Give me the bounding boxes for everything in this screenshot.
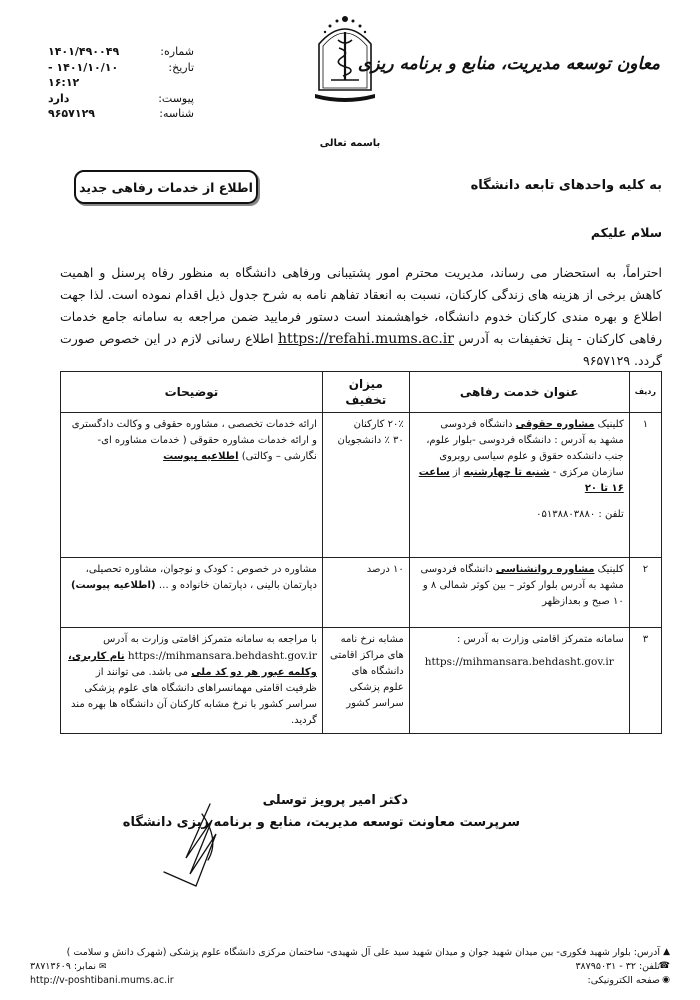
- footer-web-url[interactable]: http://v-poshtibani.mums.ac.ir: [30, 975, 174, 986]
- phone-icon: ☎: [658, 961, 670, 971]
- attachment-notice: اطلاعیه پیوست: [163, 451, 239, 462]
- footer-web-line: [30, 974, 670, 988]
- subject-box: [74, 170, 258, 204]
- row-index: ۲: [629, 558, 661, 628]
- row-title: سامانه متمرکز اقامتی وزارت به آدرس : https://mihmansara.behdasht.gov.ir: [409, 628, 629, 734]
- row-title: کلینیک مشاوره حقوقی دانشگاه فردوسی مشهد به آدرس : دانشگاه فردوسی -بلوار علوم، جنب دانشکده حقوق و علوم سیاسی روبروی سازمان مرکزی - شنبه تا چهارشنبه از ساعت ۱۶ تا ۲۰ تلفن : ۰۵۱۳۸۸۰۳۸۸۰: [409, 413, 629, 558]
- body-paragraph: [60, 262, 662, 372]
- footer: [30, 946, 670, 988]
- footer-web-label: صفحه الکترونیکی:: [587, 975, 660, 986]
- meta-number: شماره: ۱۴۰۱/۴۹۰۰۴۹: [48, 45, 194, 58]
- meta-attachment: پیوست: دارد: [48, 91, 194, 105]
- mihmansara-link[interactable]: https://mihmansara.behdasht.gov.ir: [424, 656, 614, 668]
- header-desc: توضیحات: [61, 372, 323, 413]
- work-hours: ساعت ۱۶ تا ۲۰: [418, 467, 624, 494]
- footer-contact-line: [30, 960, 670, 975]
- header-discount: میزان تخفیف: [322, 372, 409, 413]
- subject-text: اطلاع از خدمات رفاهی جدید: [79, 179, 253, 195]
- row-index: ۳: [629, 628, 661, 734]
- mihmansara-link[interactable]: https://mihmansara.behdasht.gov.ir: [127, 650, 317, 662]
- fax-icon: ✉: [99, 961, 107, 972]
- row-desc: مشاوره در خصوص : کودک و نوجوان، مشاوره تحصیلی، دپارتمان بالینی ، دپارتمان خانواده و … (اطلاعیه پیوست): [61, 558, 323, 628]
- letter-meta: [44, 44, 194, 122]
- header-index: ردیف: [629, 372, 661, 413]
- meta-date: تاریخ: ۱۴۰۱/۱۰/۱۰ - ۱۶:۱۲: [48, 60, 194, 89]
- refahi-link[interactable]: https://refahi.mums.ac.ir: [277, 331, 454, 347]
- footer-address-line: [30, 946, 670, 960]
- recipient: به کلیه واحدهای تابعه دانشگاه: [470, 178, 662, 193]
- footer-address: آدرس: بلوار شهید فکوری- بین میدان شهید جوان و میدان شهید سید علی آل شهیدی- ساختمان مرکزی دانشگاه علوم پزشکی (شهرک دانش و سلامت ): [66, 947, 660, 958]
- row-discount: ۱۰ درصد: [322, 558, 409, 628]
- ref-number: ۹۶۵۷۱۲۹: [583, 353, 631, 368]
- signatory-name: دکتر امیر پرویز توسلی: [262, 793, 408, 808]
- row-index: ۱: [629, 413, 661, 558]
- psych-consult-label: مشاوره روانشناسی: [495, 564, 595, 575]
- legal-consult-label: مشاوره حقوقی: [515, 419, 595, 430]
- login-credentials: نام کاربری، وکلمه عبور هر دو کد ملی: [68, 651, 317, 678]
- row-title: کلینیک مشاوره روانشناسی دانشگاه فردوسی مشهد به آدرس بلوار کوثر – بین کوثر شمالی ۸ و ۱۰ صبح و بعدازظهر: [409, 558, 629, 628]
- office-title: معاون توسعه مدیریت، منابع و برنامه ریزی: [357, 54, 660, 74]
- meta-id: شناسه: ۹۶۵۷۱۲۹: [48, 107, 194, 120]
- signatory-title: سرپرست معاونت توسعه مدیریت، منابع و برنامه ریزی دانشگاه: [122, 815, 520, 830]
- row-discount: ۲۰٪ کارکنان ۳۰ ٪ دانشجویان: [322, 413, 409, 558]
- row-desc: با مراجعه به سامانه متمرکز اقامتی وزارت به آدرس https://mihmansara.behdasht.gov.ir نام کاربری، وکلمه عبور هر دو کد ملی می باشد. می توانند از ظرفیت اقامتی مهمانسراهای دانشگاه های علوم پزشکی سراسر کشور با نرخ مشابه کارکنان آن دانشگاه ها بهره مند گردید.: [61, 628, 323, 734]
- body-part2: اطلاع رسانی لازم در این خصوص صورت گردد.: [60, 331, 662, 368]
- work-days: شنبه تا چهارشنبه: [463, 467, 550, 478]
- row-discount: مشابه نرخ نامه های مراکز اقامتی دانشگاه های علوم پزشکی سراسر کشور: [322, 628, 409, 734]
- greeting: سلام علیکم: [590, 225, 662, 240]
- row-desc: ارائه خدمات تخصصی ، مشاوره حقوقی و وکالت دادگستری و ارائه خدمات مشاوره حقوقی ( خدمات مشاوره ای- نگارشی – وکالتی) اطلاعیه پیوست: [61, 413, 323, 558]
- body-part1: احتراماً، به استحضار می رساند، مدیریت محترم امور پشتیبانی ورفاهی دانشگاه به منظور رفاه پرسنل و اهمیت کاهش برخی از هزینه های زندگی کارکنان، نسبت به انعقاد تفاهم نامه به شرح جدول ذیل اقدام نموده است. لذا جهت اطلاع و بهره مندی کارکنان خدوم دانشگاه، خواهشمند است دستور فرمایید ضمن مراجعه به سامانه جامع خدمات رفاهی کارکنان - پنل تخفیفات به آدرس: [60, 265, 662, 346]
- attachment-notice: (اطلاعیه پیوست): [70, 580, 156, 591]
- phone-number: تلفن : ۰۵۱۳۸۸۰۳۸۸۰: [536, 509, 624, 520]
- handwritten-signature-icon: [150, 800, 240, 895]
- footer-fax: نمابر: ۳۸۷۱۳۶۰۹: [30, 960, 96, 972]
- footer-phone: تلفن: ۳۲ - ۳۸۷۹۵۰۳۱: [575, 961, 660, 972]
- globe-icon: ◉: [662, 975, 670, 985]
- table-header-row: [61, 372, 662, 413]
- table-row: [61, 413, 662, 558]
- table-row: [61, 628, 662, 734]
- basmala: باسمه تعالی: [319, 138, 381, 149]
- header-title: عنوان خدمت رفاهی: [409, 372, 629, 413]
- location-icon: ▲: [663, 947, 670, 957]
- table-row: [61, 558, 662, 628]
- services-table: [60, 371, 662, 734]
